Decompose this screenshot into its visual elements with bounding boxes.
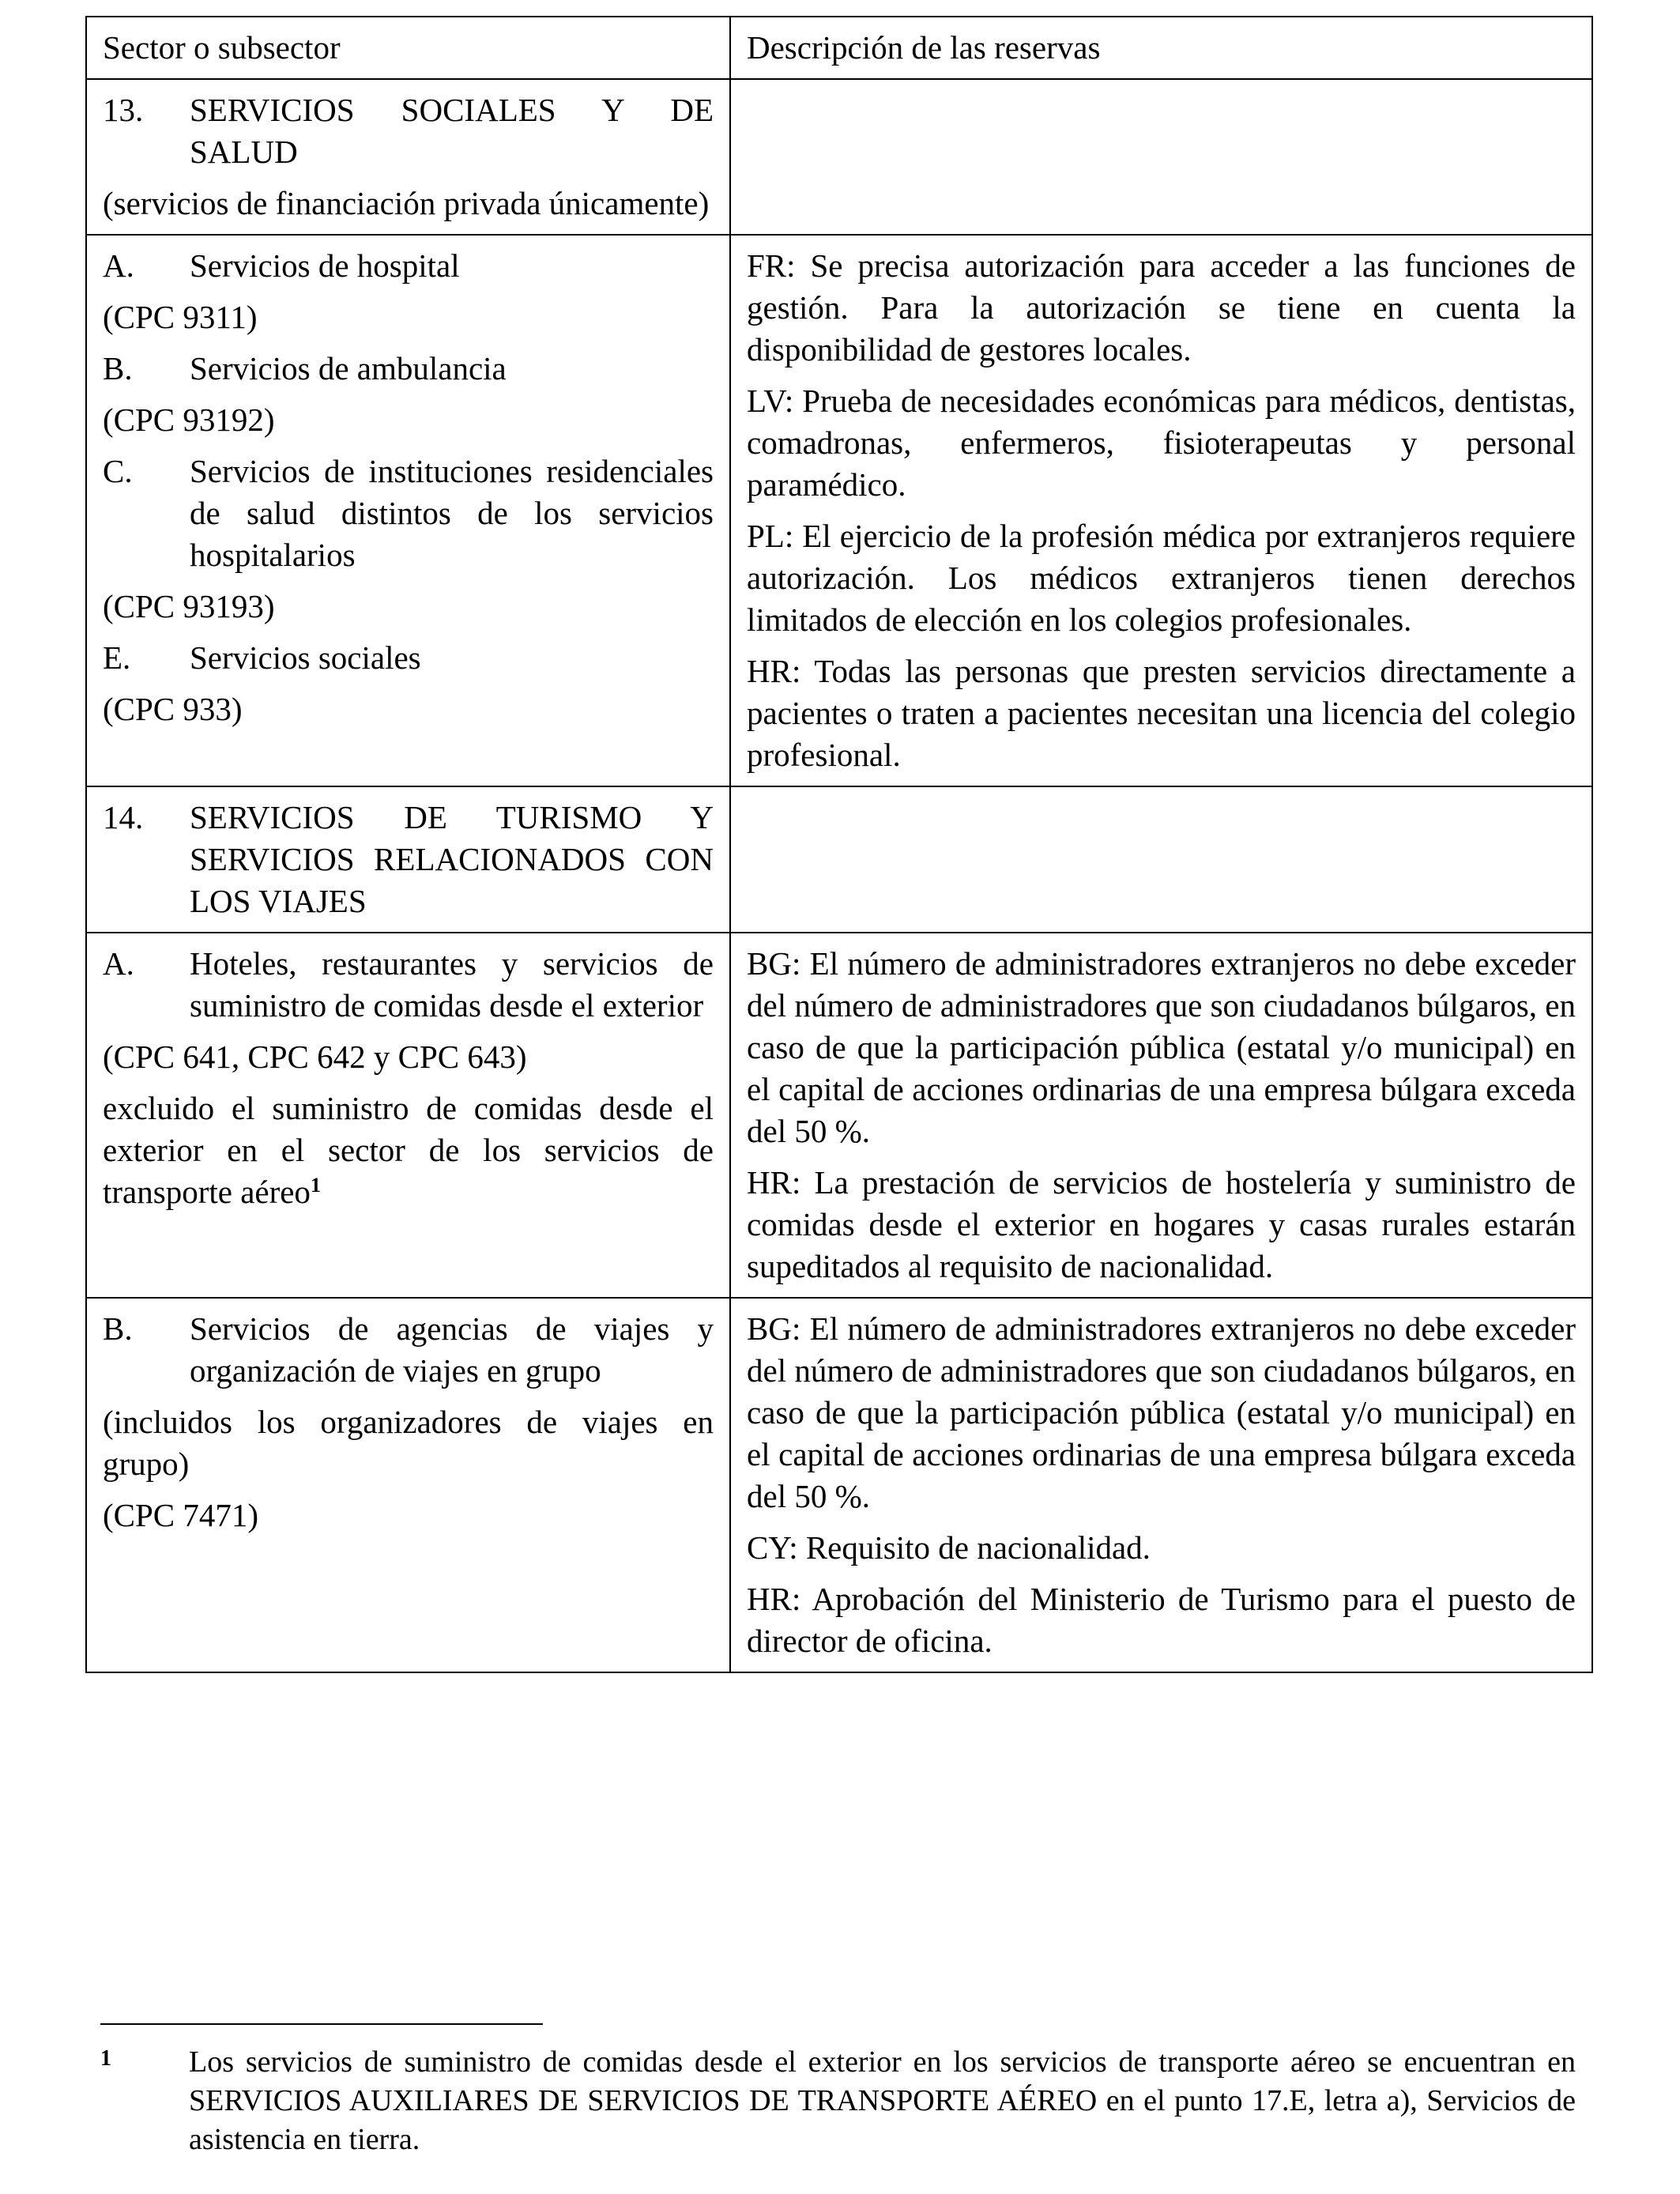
header-sector: Sector o subsector	[86, 17, 730, 79]
reservation-paragraph: HR: La prestación de servicios de hostelería y suministro de comidas desde el exterior en hogares y casas rurales estarán supeditados al requisito de nacionalidad.	[747, 1164, 1576, 1284]
reservation-paragraph: CY: Requisito de nacionalidad.	[747, 1529, 1151, 1566]
table-row	[86, 235, 1592, 786]
table-row	[86, 79, 1592, 235]
cpc-code: (CPC 933)	[103, 691, 243, 727]
cpc-code: (CPC 93193)	[103, 588, 275, 624]
reservation-paragraph: PL: El ejercicio de la profesión médica por extranjeros requiere autorización. Los médicos extranjeros tienen derechos limitados de elección en los colegios profesionales.	[747, 518, 1576, 638]
cpc-code: (CPC 7471)	[103, 1497, 259, 1533]
subsector-item	[103, 1308, 714, 1392]
subsector-item	[103, 450, 714, 576]
sector-note: (servicios de financiación privada únicamente)	[103, 185, 710, 221]
cpc-code: (CPC 93192)	[103, 401, 275, 438]
sector-cell	[86, 786, 730, 933]
table-row	[86, 786, 1592, 933]
sector-heading	[103, 797, 714, 922]
footnote-mark: 1	[100, 2046, 111, 2071]
item-text: Servicios de agencias de viajes y organización de viajes en grupo	[190, 1310, 714, 1389]
table-row	[86, 1298, 1592, 1672]
sector-cell	[86, 79, 730, 235]
sector-heading	[103, 89, 714, 173]
item-text: Servicios de ambulancia	[190, 350, 507, 386]
item-label: B.	[103, 350, 133, 386]
item-label: A.	[103, 247, 134, 284]
item-text: Servicios sociales	[190, 639, 421, 676]
sector-title: SERVICIOS SOCIALES Y DE SALUD	[190, 92, 714, 170]
item-label: B.	[103, 1310, 133, 1347]
reservation-paragraph: BG: El número de administradores extranjeros no debe exceder del número de administradores que son ciudadanos búlgaros, en caso de que la participación pública (estatal y/o municipal) en el capital de acciones ordinarias de una empresa búlgara exceda del 50 %.	[747, 945, 1576, 1149]
subsector-note	[103, 1088, 714, 1213]
sector-cell	[86, 235, 730, 786]
footnote-separator	[100, 2023, 543, 2025]
footnote-text: Los servicios de suministro de comidas desde el exterior en los servicios de transporte aéreo se encuentran en SERVICIOS AUXILIARES DE SERVICIOS DE TRANSPORTE AÉREO en el punto 17.E, letra a), Servicios de asistencia en tierra.	[189, 2045, 1576, 2156]
item-label: A.	[103, 945, 134, 982]
reservation-paragraph: HR: Aprobación del Ministerio de Turismo para el puesto de director de oficina.	[747, 1581, 1576, 1659]
item-text: Servicios de hospital	[190, 247, 460, 284]
table-row	[86, 933, 1592, 1298]
sector-number: 13.	[103, 92, 144, 128]
item-label: C.	[103, 453, 133, 489]
sector-number: 14.	[103, 799, 144, 835]
description-cell	[730, 786, 1592, 933]
subsector-item	[103, 245, 714, 287]
footnote	[100, 2043, 1576, 2159]
reservation-paragraph: LV: Prueba de necesidades económicas para médicos, dentistas, comadronas, enfermeros, fisioterapeutas y personal paramédico.	[747, 383, 1576, 503]
sector-cell	[86, 1298, 730, 1672]
reservation-paragraph: BG: El número de administradores extranjeros no debe exceder del número de administradores que son ciudadanos búlgaros, en caso de que la participación pública (estatal y/o municipal) en el capital de acciones ordinarias de una empresa búlgara exceda del 50 %.	[747, 1310, 1576, 1514]
subsector-item	[103, 943, 714, 1027]
sector-title: SERVICIOS DE TURISMO Y SERVICIOS RELACIONADOS CON LOS VIAJES	[190, 799, 714, 919]
reservation-paragraph: FR: Se precisa autorización para acceder a las funciones de gestión. Para la autorización se tiene en cuenta la disponibilidad de gestores locales.	[747, 247, 1576, 368]
note-text: excluido el suministro de comidas desde el exterior en el sector de los servicios de transporte aéreo	[103, 1090, 714, 1210]
reservations-table	[85, 16, 1593, 1673]
description-cell	[730, 933, 1592, 1298]
reservation-paragraph: HR: Todas las personas que presten servicios directamente a pacientes o traten a pacientes necesitan una licencia del colegio profesional.	[747, 653, 1576, 773]
header-description: Descripción de las reservas	[730, 17, 1592, 79]
item-text: Hoteles, restaurantes y servicios de suministro de comidas desde el exterior	[190, 945, 714, 1023]
item-label: E.	[103, 639, 131, 676]
footnote-reference[interactable]: 1	[310, 1174, 321, 1197]
description-cell	[730, 79, 1592, 235]
description-cell	[730, 1298, 1592, 1672]
description-cell	[730, 235, 1592, 786]
item-text: Servicios de instituciones residenciales de salud distintos de los servicios hospitalarios	[190, 453, 714, 573]
subsector-item	[103, 637, 714, 679]
subsector-note: (incluidos los organizadores de viajes en grupo)	[103, 1404, 714, 1482]
table-header-row	[86, 17, 1592, 79]
subsector-item	[103, 348, 714, 390]
sector-cell	[86, 933, 730, 1298]
cpc-code: (CPC 9311)	[103, 299, 258, 335]
cpc-code: (CPC 641, CPC 642 y CPC 643)	[103, 1039, 527, 1075]
